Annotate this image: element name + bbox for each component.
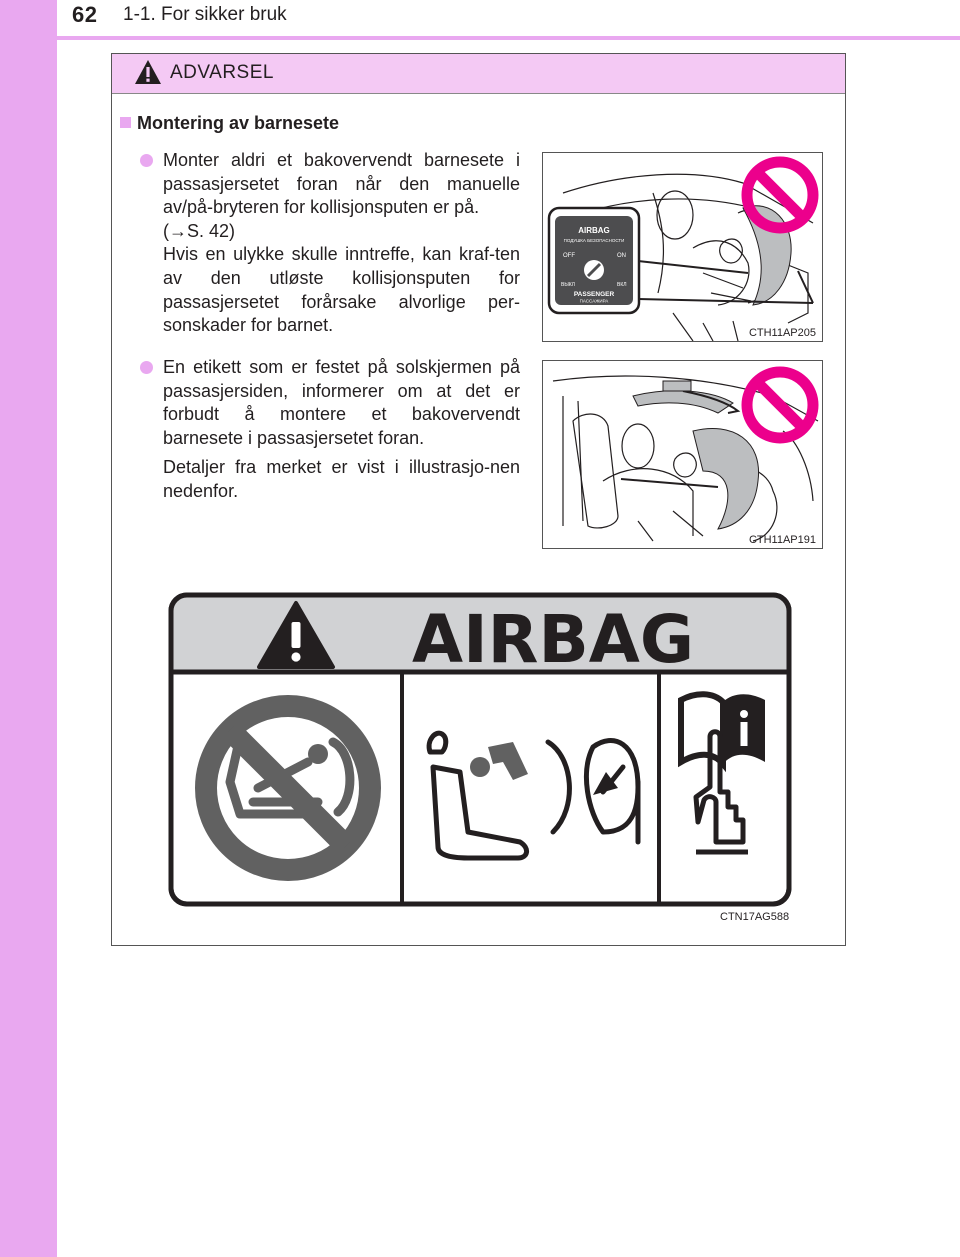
warning-label: ADVARSEL [170, 62, 274, 83]
switch-passenger: PASSENGER [573, 291, 615, 298]
bullet-label-info [163, 356, 520, 504]
bullet-dot-icon [140, 361, 153, 374]
bullet-text: Monter aldri et bakovervendt barnesete i passasjersetet foran når den manuelle av/på-bryteren for kollisjonsputen er på. [163, 150, 520, 218]
warning-header [112, 54, 845, 94]
illustration-airbag-switch [542, 152, 823, 342]
bullet-text: Detaljer fra merket er vist i illustrasjo-nen nedenfor. [163, 457, 520, 501]
dashboard-drawing [543, 153, 822, 341]
bullet-dot-icon [140, 154, 153, 167]
header-rule [57, 36, 960, 40]
warning-box [111, 53, 846, 946]
subheading [120, 113, 339, 134]
bullet-ref: (→S. 42) [163, 220, 236, 241]
subheading-text: Montering av barnesete [137, 113, 340, 133]
switch-on: ON [617, 253, 626, 259]
label-title: AIRBAG [411, 601, 695, 678]
square-bullet-icon [120, 117, 131, 128]
bullet-rear-seat [163, 149, 520, 338]
image-code: CTH11AP191 [748, 534, 816, 546]
prohibition-icon [747, 372, 813, 438]
page-number: 62 [72, 2, 98, 27]
side-strip [0, 0, 57, 1257]
switch-off-ru: ВЫКЛ [561, 282, 575, 288]
switch-subtitle: ПОДУШКА БЕЗОПАСНОСТИ [563, 238, 625, 243]
airbag-warning-label [168, 592, 792, 907]
image-code: CTH11AP205 [748, 327, 816, 339]
bullet-text: En etikett som er festet på solskjermen på passasjersiden, informerer om at det er forbudt å montere et bakovervendt barnesete i passasjersetet foran. [163, 357, 520, 448]
switch-passenger-ru: ПАССАЖИРА [579, 298, 609, 304]
interior-drawing [543, 361, 822, 548]
image-code: CTN17AG588 [720, 911, 790, 923]
switch-title: AIRBAG [578, 226, 610, 235]
section-title: 1-1. For sikker bruk [123, 4, 287, 25]
switch-on-ru: ВКЛ [617, 282, 627, 288]
warning-triangle-icon [134, 59, 162, 85]
illustration-sunvisor-label [542, 360, 823, 549]
switch-off: OFF [563, 253, 575, 259]
bullet-text: Hvis en ulykke skulle inntreffe, kan kraf-ten av den utløste kollisjonsputen for passasjersetet forårsake alvorlige per-sonskader for barnet. [163, 244, 520, 336]
